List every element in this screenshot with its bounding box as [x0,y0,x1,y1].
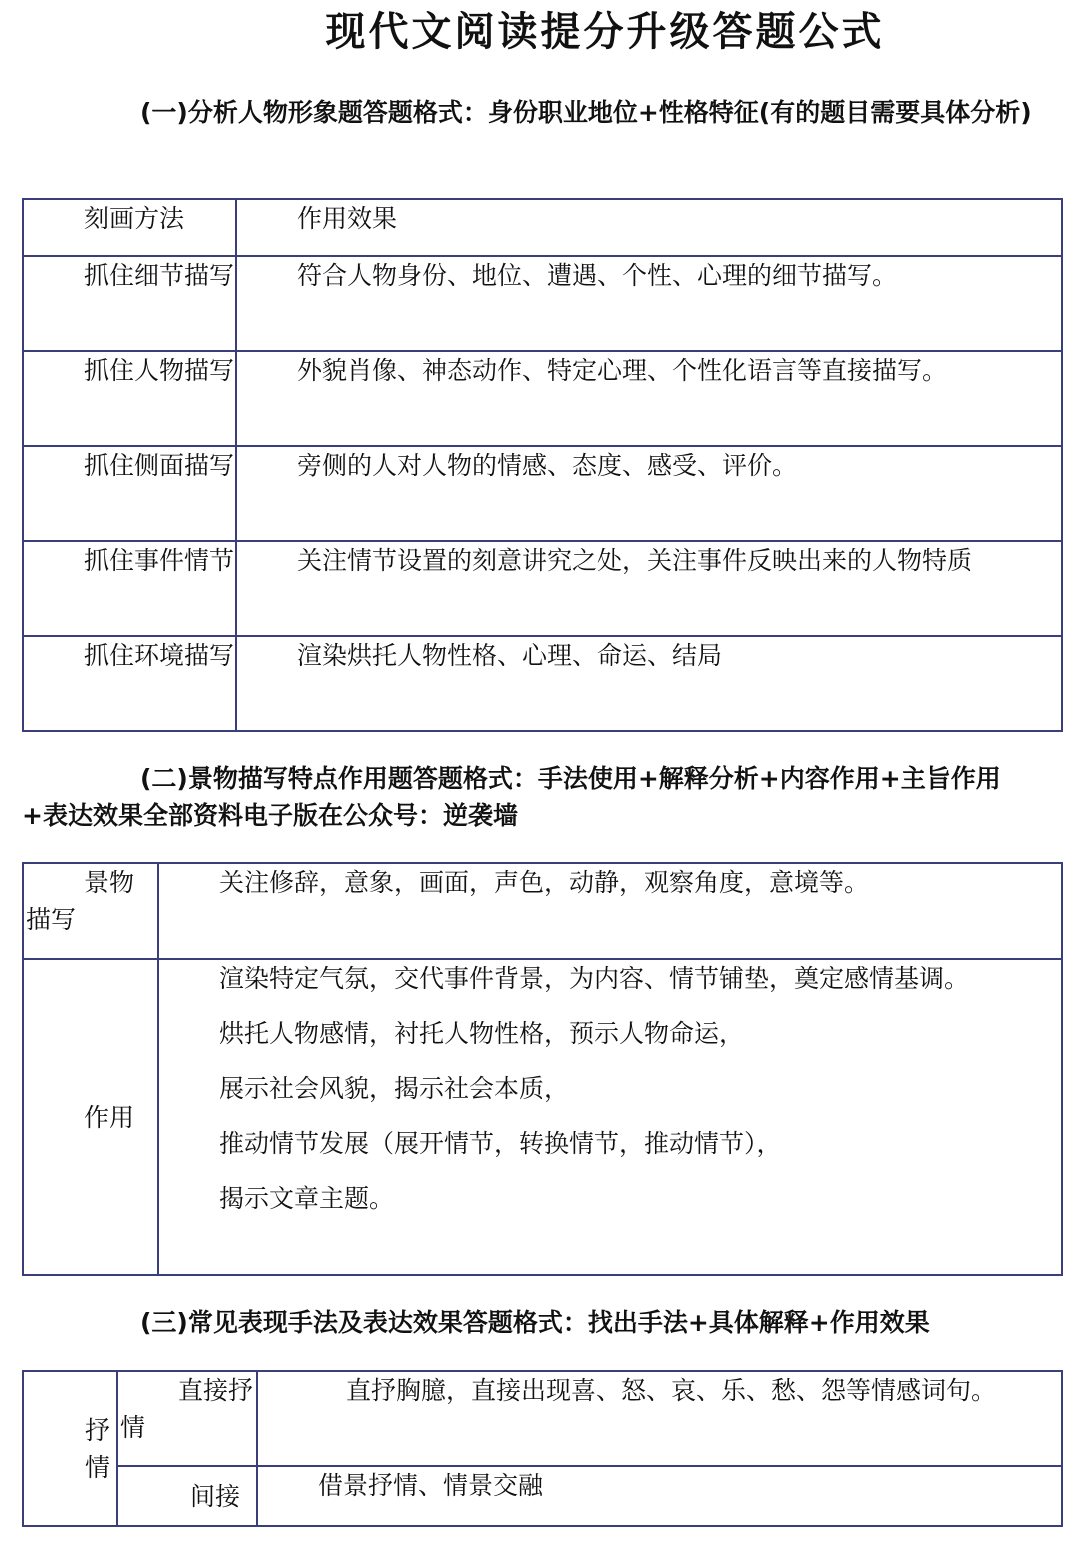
table-row [23,959,1062,1275]
table-row [23,446,1062,541]
scenery-content: 关注修辞，意象，画面，声色，动静，观察角度，意境等。 [158,863,1062,959]
function-line: 推动情节发展（展开情节，转换情节，推动情节）， [219,1129,782,1158]
effect-cell: 符合人物身份、地位、遭遇、个性、心理的细节描写。 [236,256,1062,351]
page-title: 现代文阅读提分升级答题公式 [325,9,885,55]
table-row [23,256,1062,351]
table-header-row [23,199,1062,256]
function-line: 渲染特定气氛，交代事件背景，为内容、情节铺垫，奠定感情基调。 [219,964,970,993]
function-line: 揭示文章主题。 [219,1184,395,1213]
effect-cell: 外貌肖像、神态动作、特定心理、个性化语言等直接描写。 [236,351,1062,446]
effect-cell: 渲染烘托人物性格、心理、命运、结局 [236,636,1062,731]
method-cell: 抓住侧面描写 [23,446,236,541]
method-cell: 抓住环境描写 [23,636,236,731]
table-row [23,541,1062,636]
method-cell: 抓住事件情节 [23,541,236,636]
table-row [23,1371,1062,1466]
function-line: 烘托人物感情，衬托人物性格，预示人物命运， [219,1019,745,1048]
lyric-group-label: 抒情 [23,1371,117,1526]
character-table [22,198,1063,732]
technique-sub: 间接 [117,1466,257,1526]
technique-content: 借景抒情、情景交融 [257,1466,1062,1526]
technique-content: 直抒胸臆，直接出现喜、怒、哀、乐、愁、怨等情感词句。 [257,1371,1062,1466]
function-label: 作用 [23,959,158,1275]
scenery-label: 景物描写 [23,863,158,959]
scenery-table [22,862,1063,1276]
header-effect: 作用效果 [236,199,1062,256]
function-content [158,959,1062,1275]
table-row [23,1466,1062,1526]
table-row [23,636,1062,731]
table-row [23,863,1062,959]
section1-heading: (一)分析人物形象题答题格式：身份职业地位+性格特征(有的题目需要具体分析) [140,98,1032,127]
effect-cell: 关注情节设置的刻意讲究之处，关注事件反映出来的人物特质 [236,541,1062,636]
technique-sub: 直接抒情 [117,1371,257,1466]
method-cell: 抓住人物描写 [23,351,236,446]
section3-heading: (三)常见表现手法及表达效果答题格式：找出手法+具体解释+作用效果 [140,1308,930,1337]
table-row [23,351,1062,446]
technique-table [22,1370,1063,1527]
header-method: 刻画方法 [23,199,236,256]
function-line: 展示社会风貌，揭示社会本质， [219,1074,570,1103]
section2-heading: (二)景物描写特点作用题答题格式：手法使用+解释分析+内容作用+主旨作用+表达效果全部资料电子版在公众号：逆袭墙 [22,764,1001,830]
method-cell: 抓住细节描写 [23,256,236,351]
effect-cell: 旁侧的人对人物的情感、态度、感受、评价。 [236,446,1062,541]
